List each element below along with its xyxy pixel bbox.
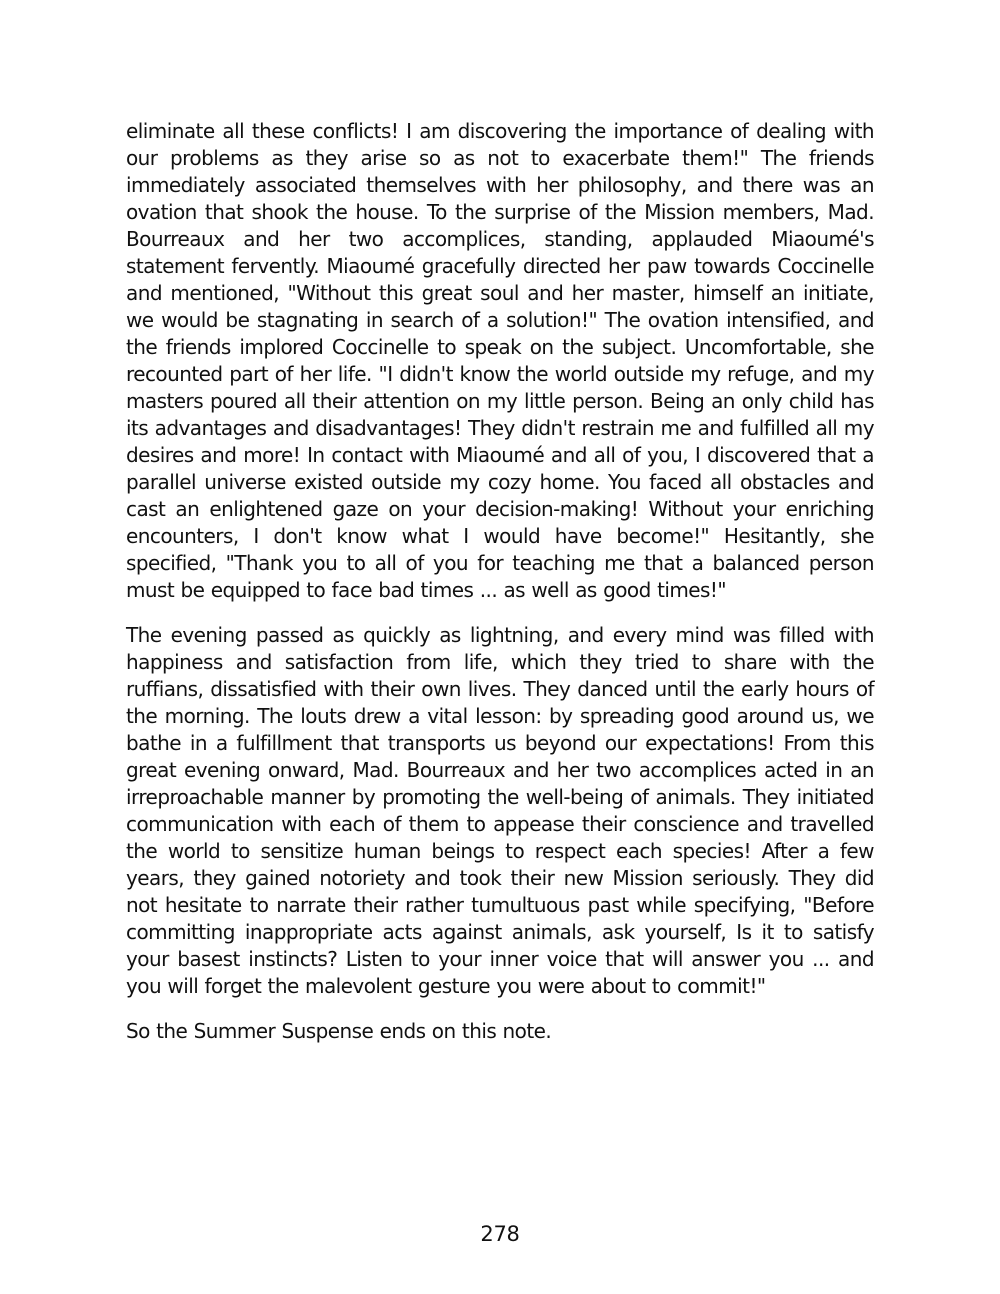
- page-number: 278: [480, 1222, 520, 1246]
- paragraph-1: eliminate all these conflicts! I am discovering the importance of dealing with our problems as they arise so as not to exacerbate them!" The friends immediately associated themselves with her philosophy, and there was an ovation that shook the house. To the surprise of the Mission members, Mad. Bourreaux and her two accomplices, standing, applauded Miaoumé's statement fervently. Miaoumé gracefully directed her paw towards Coccinelle and mentioned, "Without this great soul and her master, himself an initiate, we would be stagnating in search of a solution!" The ovation intensified, and the friends implored Coccinelle to speak on the subject. Uncomfortable, she recounted part of her life. "I didn't know the world outside my refuge, and my masters poured all their attention on my little person. Being an only child has its advantages and disadvantages! They didn't restrain me and fulfilled all my desires and more! In contact with Miaoumé and all of you, I discovered that a parallel universe existed outside my cozy home. You faced all obstacles and cast an enlightened gaze on your decision-making! Without your enriching encounters, I don't know what I would have become!" Hesitantly, she specified, "Thank you to all of you for teaching me that a balanced person must be equipped to face bad times ... as well as good times!": [126, 119, 874, 602]
- page-body: [126, 118, 874, 1063]
- paragraph-2: The evening passed as quickly as lightning, and every mind was filled with happiness and satisfaction from life, which they tried to share with the ruffians, dissatisfied with their own lives. They danced until the early hours of the morning. The louts drew a vital lesson: by spreading good around us, we bathe in a fulfillment that transports us beyond our expectations! From this great evening onward, Mad. Bourreaux and her two accomplices acted in an irreproachable manner by promoting the well-being of animals. They initiated communication with each of them to appease their conscience and travelled the world to sensitize human beings to respect each species! After a few years, they gained notoriety and took their new Mission seriously. They did not hesitate to narrate their rather tumultuous past while specifying, "Before committing inappropriate acts against animals, ask yourself, Is it to satisfy your basest instincts? Listen to your inner voice that will answer you ... and you will forget the malevolent gesture you were about to commit!": [126, 623, 874, 998]
- paragraph-3: So the Summer Suspense ends on this note.: [126, 1019, 552, 1043]
